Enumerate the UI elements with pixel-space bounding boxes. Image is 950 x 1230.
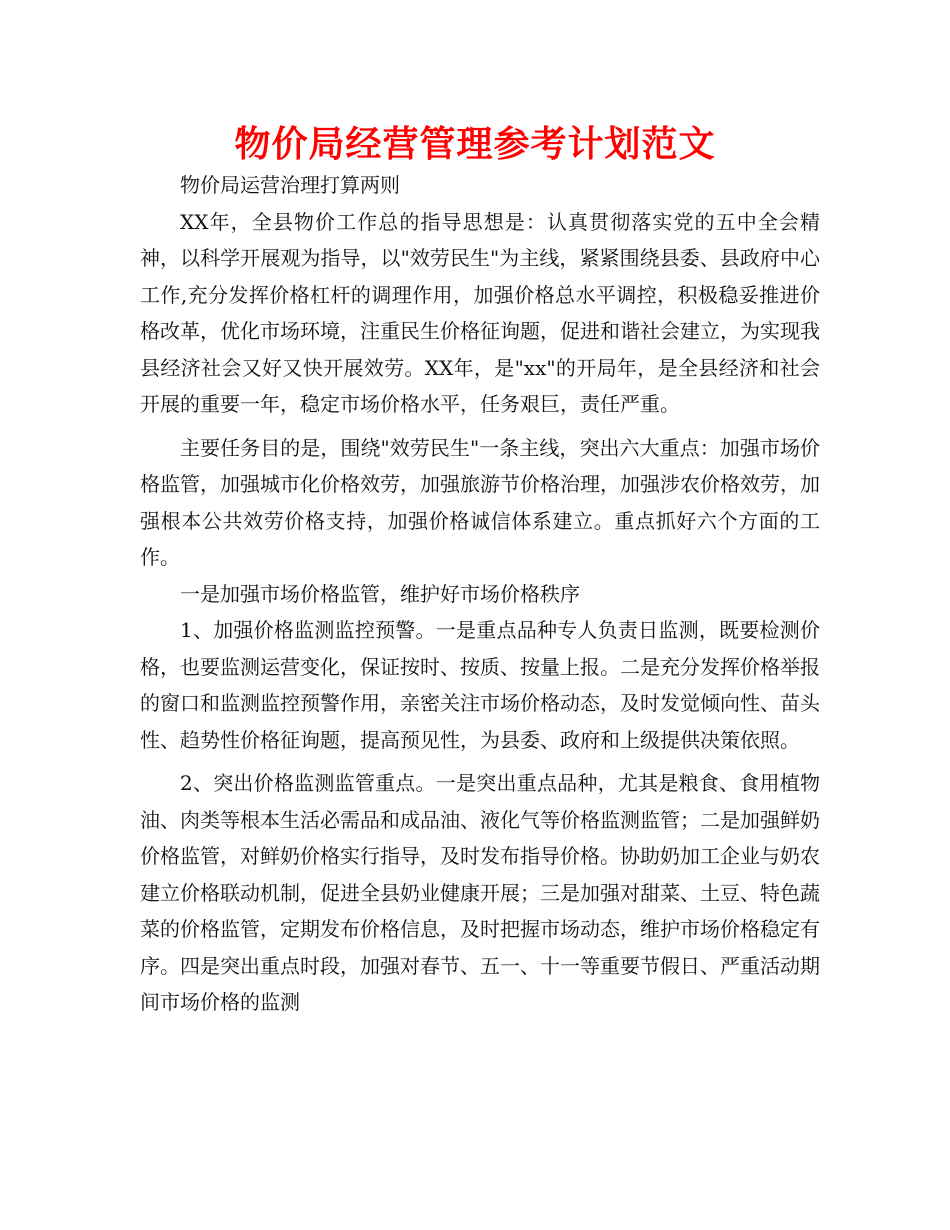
document-body (140, 167, 820, 1021)
paragraph-guiding-thought: XX年，全县物价工作总的指导思想是：认真贯彻落实党的五中全会精神，以科学开展观为指导，以"效劳民生"为主线，紧紧围绕县委、县政府中心工作,充分发挥价格杠杆的调理作用，加强价格总水平调控，积极稳妥推进价格改革，优化市场环境，注重民生价格征询题，促进和谐社会建立，为实现我县经济社会又好又快开展效劳。XX年，是"xx"的开局年，是全县经济和社会开展的重要一年，稳定市场价格水平，任务艰巨，责任严重。 (140, 209, 820, 416)
document-title: 物价局经营管理参考计划范文 (234, 124, 716, 165)
paragraph-item-2: 2、突出价格监测监管重点。一是突出重点品种，尤其是粮食、食用植物油、肉类等根本生活必需品和成品油、液化气等价格监测监管；二是加强鲜奶价格监管，对鲜奶价格实行指导，及时发布指导价格。协助奶加工企业与奶农建立价格联动机制，促进全县奶业健康开展；三是加强对甜菜、土豆、特色蔬菜的价格监管，定期发布价格信息，及时把握市场动态，维护市场价格稳定有序。四是突出重点时段，加强对春节、五一、十一等重要节假日、严重活动期间市场价格的监测 (140, 771, 820, 1014)
section-heading-market-supervision: 一是加强市场价格监管，维护好市场价格秩序 (180, 581, 580, 606)
paragraph-main-tasks: 主要任务目的是，围绕"效劳民生"一条主线，突出六大重点：加强市场价格监管，加强城市化价格效劳，加强旅游节价格治理，加强涉农价格效劳，加强根本公共效劳价格支持，加强价格诚信体系建立。重点抓好六个方面的工作。 (140, 435, 820, 569)
paragraph-item-1: 1、加强价格监测监控预警。一是重点品种专人负责日监测，既要检测价格，也要监测运营变化，保证按时、按质、按量上报。二是充分发挥价格举报的窗口和监测监控预警作用，亲密关注市场价格动态，及时发觉倾向性、苗头性、趋势性价格征询题，提高预见性，为县委、政府和上级提供决策依照。 (140, 618, 820, 752)
subtitle-paragraph: 物价局运营治理打算两则 (180, 173, 400, 197)
